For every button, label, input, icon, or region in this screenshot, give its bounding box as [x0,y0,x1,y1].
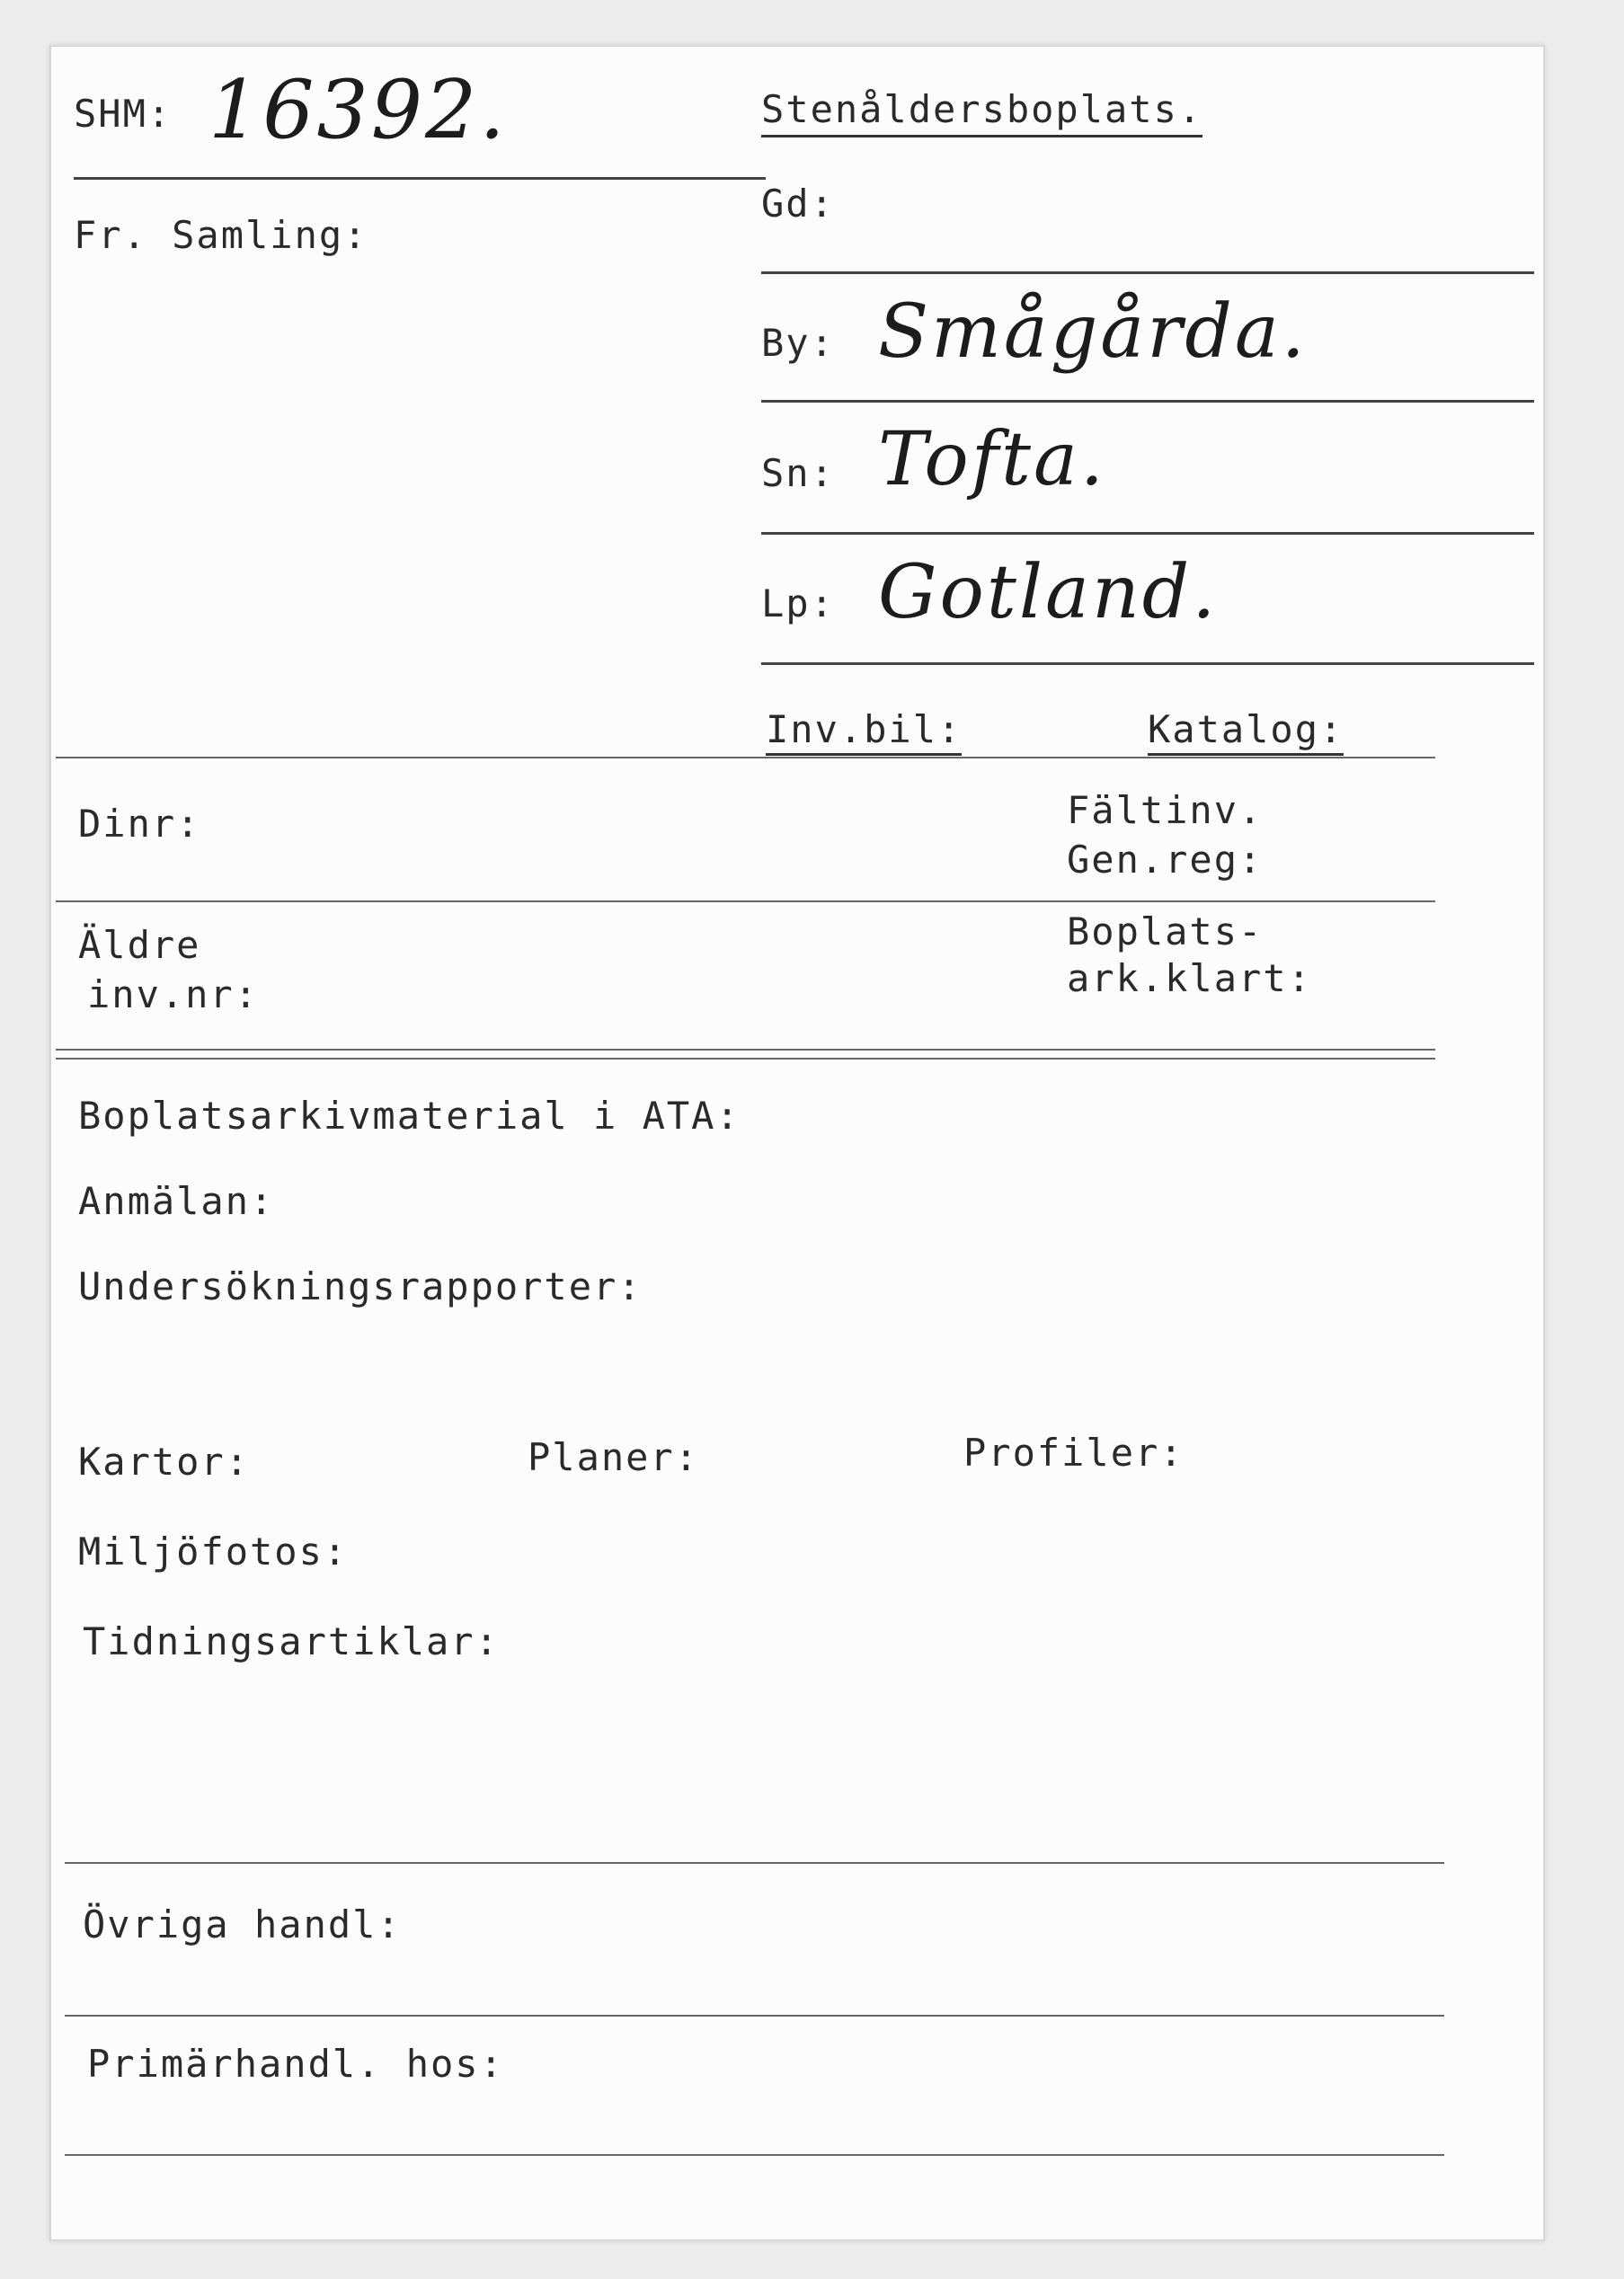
dinr-label: Dinr: [78,802,201,846]
card-title: Stenåldersboplats. [761,87,1202,137]
divider-section [56,757,1435,758]
katalog-label: Katalog: [1148,707,1344,756]
shm-number: 16392. [209,63,508,157]
miljofotos-label: Miljöfotos: [78,1530,349,1574]
divider-sn [761,532,1534,535]
faltinv-label: Fältinv. [1067,788,1264,832]
sn-label: Sn: [761,451,835,495]
ovriga-label: Övriga handl: [83,1902,402,1946]
aldre-label: Äldre [78,923,201,967]
kartor-label: Kartor: [78,1440,251,1484]
profiler-label: Profiler: [963,1431,1185,1475]
inv-nr-label: inv.nr: [87,972,260,1016]
divider-double-1 [56,1049,1435,1051]
divider-double-2 [56,1058,1435,1060]
divider-tidning [65,1862,1444,1864]
inv-bil-label: Inv.bil: [766,707,962,756]
index-card [49,45,1545,2241]
divider-shm [74,177,766,180]
tidningsartiklar-label: Tidningsartiklar: [83,1619,500,1663]
divider-primar [65,2154,1444,2156]
divider-dinr [56,900,1435,902]
by-label: By: [761,321,835,365]
anmalan-label: Anmälan: [78,1179,275,1223]
boplatsarkiv-label: Boplatsarkivmaterial i ATA: [78,1094,741,1138]
shm-label: SHM: [74,92,173,136]
ark-klart-label: ark.klart: [1067,956,1312,1000]
undersokning-label: Undersökningsrapporter: [78,1264,643,1308]
divider-gd [761,271,1534,274]
gen-reg-label: Gen.reg: [1067,838,1264,882]
lp-label: Lp: [761,581,835,625]
planer-label: Planer: [528,1435,700,1479]
primar-label: Primärhandl. hos: [87,2042,504,2086]
fr-samling-label: Fr. Samling: [74,213,368,257]
sn-value: Tofta. [878,417,1106,502]
divider-lp [761,662,1534,665]
divider-ovriga [65,2015,1444,2017]
by-value: Smågårda. [878,289,1308,375]
gd-label: Gd: [761,182,835,226]
divider-by [761,400,1534,403]
lp-value: Gotland. [878,550,1219,635]
boplats-label: Boplats- [1067,909,1264,953]
